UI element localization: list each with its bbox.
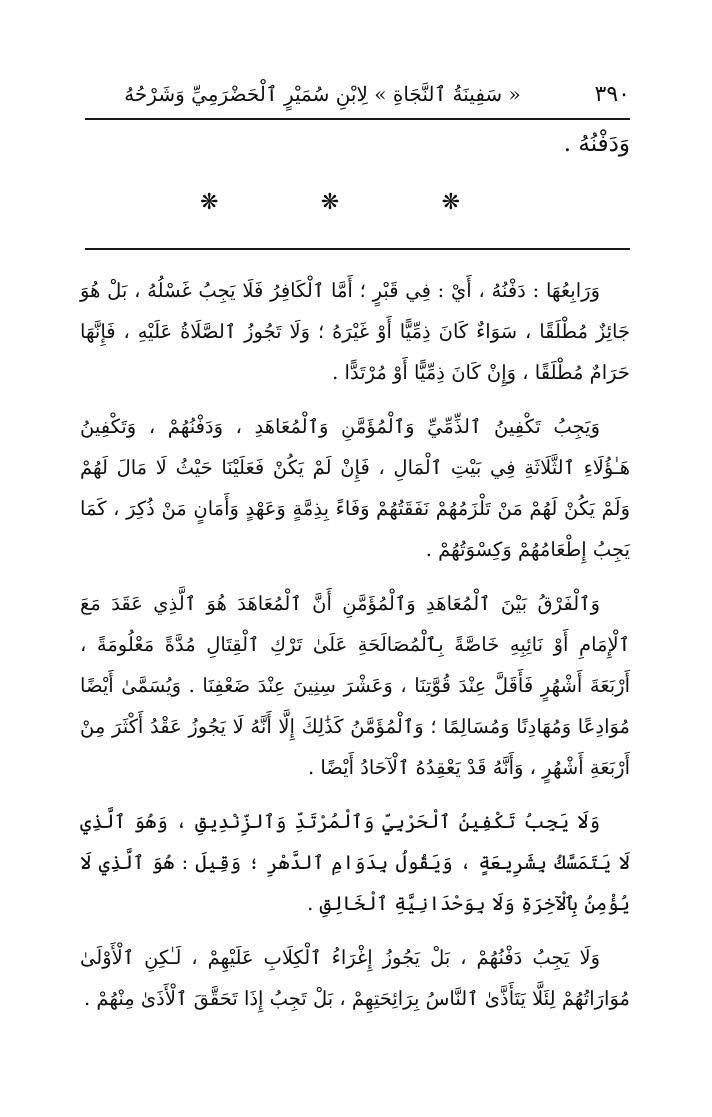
commentary-rule (85, 248, 630, 250)
page-header (85, 78, 630, 114)
commentary-paragraph: وَٱلْفَرْقُ بَيْنَ ٱلْمُعَاهَدِ وَٱلْمُؤَمَّنِ أَنَّ ٱلْمُعَاهَدَ هُوَ ٱلَّذِي عَقَدَ مَعَ ٱلْإِمَامِ أَوْ نَائِبِهِ خَاصَّةً بِٱلْمُصَالَحَةِ عَلَىٰ تَرْكِ ٱلْقِتَالِ مُدَّةً مَعْلُومَةً ، أَرْبَعَةَ أَشْهُرٍ فَأَقَلَّ عِنْدَ قُوَّتِنَا ، وَعَشْرَ سِنِينَ عِنْدَ ضَعْفِنَا . وَيُسَمَّىٰ أَيْضًا مُوَادِعًا وَمُهَادِنًا وَمُسَالِمًا ؛ وَٱلْمُؤَمَّنُ كَذَٰلِكَ إِلَّا أَنَّهُ لَا يَجُوزُ عَقْدُ أَكْثَرَ مِنْ أَرْبَعَةِ أَشْهُرٍ ، وَأَنَّهُ قَدْ يَعْقِدُهُ ٱلْآحَادُ أَيْضًا . (80, 592, 630, 779)
matn-text: وَدَفْنُهُ . (563, 131, 630, 157)
section-separator (200, 188, 460, 218)
asterism-mark: ❋ (320, 190, 340, 215)
commentary-paragraph: وَلَا يَجِبُ تَكْفِينُ ٱلْحَرْبِيِّ وَٱلْمُرْتَدِّ وَٱلزِّنْدِيقِ ، وَهُوَ ٱلَّذِي لَا يَتَمَسَّكُ بِشَرِيعَةٍ ، وَيَقُولُ بِدَوَامِ ٱلدَّهْرِ ؛ وَقِيلَ : هُوَ ٱلَّذِي لَا يُؤْمِنُ بِٱلْآخِرَةِ وَلَا بِوَحْدَانِيَّةِ ٱلْخَالِقِ . (80, 810, 630, 915)
commentary-body (80, 270, 630, 1032)
header-rule (85, 118, 630, 120)
commentary-paragraph: وَرَابِعُهَا : دَفْنُهُ ، أَيْ : فِي قَبْرٍ ؛ أَمَّا ٱلْكَافِرُ فَلَا يَجِبُ غَسْلُهُ ، بَلْ هُوَ جَائِزٌ مُطْلَقًا ، سَوَاءٌ كَانَ ذِمِّيًّا أَوْ غَيْرَهُ ؛ وَلَا تَجُوزُ ٱلصَّلَاةُ عَلَيْهِ ، فَإِنَّهَا حَرَامٌ مُطْلَقًا ، وَإِنْ كَانَ ذِمِّيًّا أَوْ مُرْتَدًّا . (80, 279, 630, 384)
asterism-mark: ❋ (200, 190, 219, 215)
commentary-paragraph: وَلَا يَجِبُ دَفْنُهُمْ ، بَلْ يَجُوزُ إِغْرَاءُ ٱلْكِلَابِ عَلَيْهِمْ ، لَـٰكِنِ ٱلْأَوْلَىٰ مُوَارَاتُهُمْ لِئَلَّا يَتَأَذَّىٰ ٱلنَّاسُ بِرَائِحَتِهِمْ ، بَلْ تَجِبُ إِذَا تَحَقَّقَ ٱلْأَذَىٰ مِنْهُمْ . (80, 946, 630, 1010)
page-number: ٣٩٠ (594, 82, 630, 107)
asterism-mark: ❋ (441, 190, 460, 215)
running-title: « سَفِينَةُ ٱلنَّجَاةِ » لِابْنِ سُمَيْرٍ ٱلْحَضْرَمِيِّ وَشَرْحُهُ (124, 82, 521, 106)
commentary-paragraph: وَيَجِبُ تَكْفِينُ ٱلذِّمِّيِّ وَٱلْمُؤَمَّنِ وَٱلْمُعَاهَدِ ، وَدَفْنُهُمْ ، وَتَكْفِينُ هَـٰؤُلَاءِ ٱلثَّلَاثَةِ فِي بَيْتِ ٱلْمَالِ ، فَإِنْ لَمْ يَكُنْ فَعَلَيْنَا حَيْثُ لَا مَالَ لَهُمْ وَلَمْ يَكُنْ لَهُمْ مَنْ تَلْزَمُهُمْ نَفَقَتُهُمْ وَفَاءً بِذِمَّةٍ وَعَهْدٍ وَأَمَانٍ مَنْ ذُكِرَ ، كَمَا يَجِبُ إِطْعَامُهُمْ وَكِسْوَتُهُمْ . (80, 415, 630, 561)
